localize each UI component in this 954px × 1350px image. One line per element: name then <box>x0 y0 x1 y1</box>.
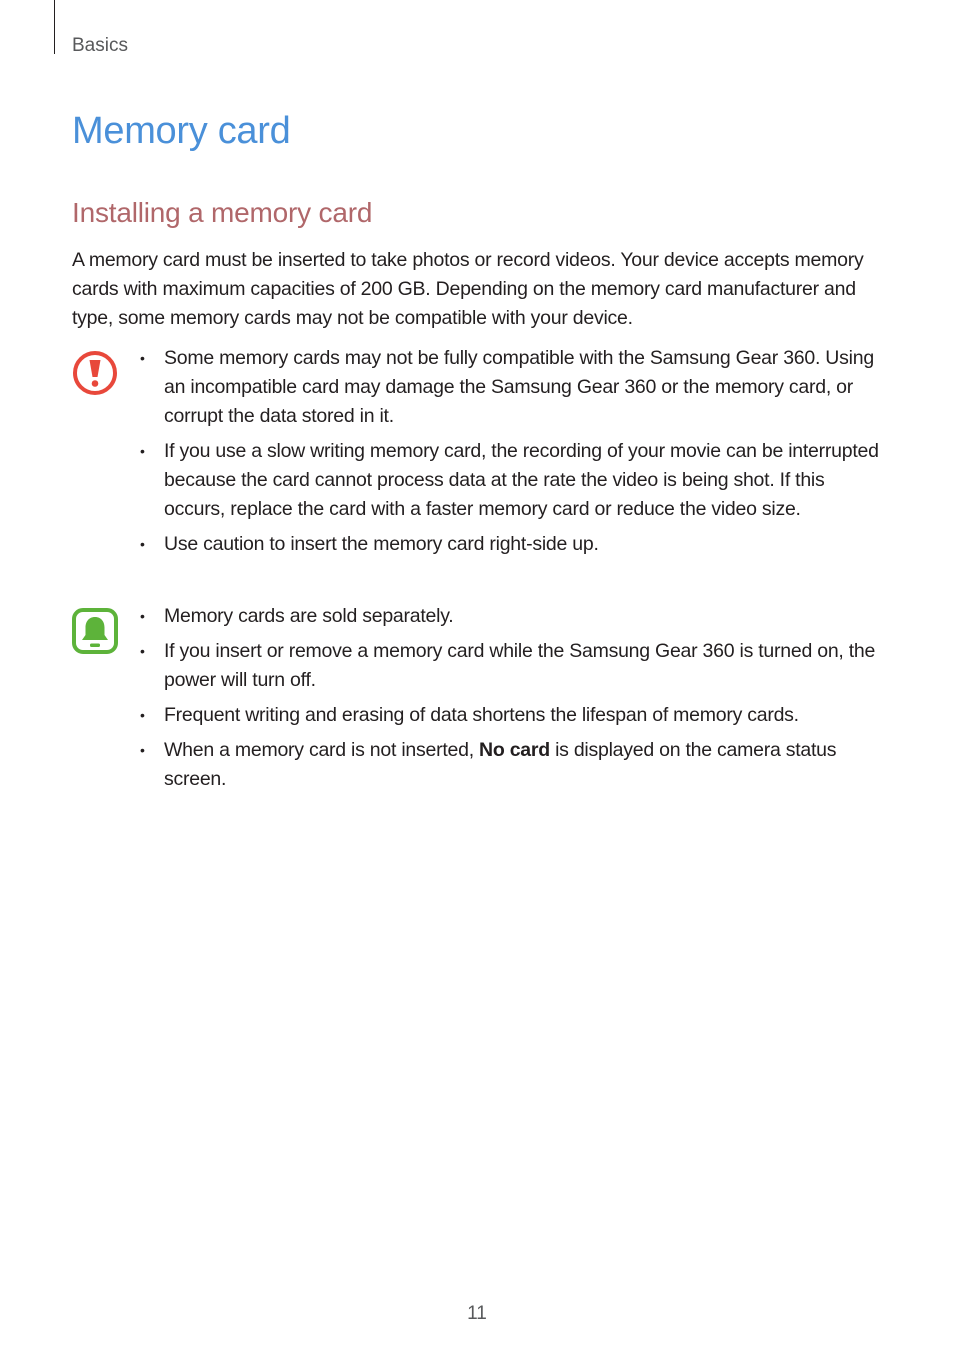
note-item-text-after: is displayed on the camera status screen. <box>164 739 837 790</box>
section-subheading: Installing a memory card <box>72 197 373 228</box>
note-list <box>72 602 882 794</box>
note-item: • If you insert or remove a memory card while the Samsung Gear 360 is turned on, the power will turn off. <box>164 637 882 695</box>
caution-list <box>72 344 882 559</box>
note-item <box>164 736 882 794</box>
caution-exclamation-icon <box>72 350 118 396</box>
page-title: Memory card <box>72 110 291 152</box>
caution-notice <box>72 344 882 565</box>
note-item: • Memory cards are sold separately. <box>164 602 882 631</box>
no-card-label: No card <box>479 739 550 761</box>
caution-item: • Use caution to insert the memory card right-side up. <box>164 530 882 559</box>
page-number: 11 <box>467 1303 487 1324</box>
note-notice <box>72 602 882 800</box>
section-label: Basics <box>72 35 128 56</box>
header-rule <box>54 0 55 54</box>
note-item: • Frequent writing and erasing of data shortens the lifespan of memory cards. <box>164 701 882 730</box>
note-bell-icon <box>72 608 118 654</box>
intro-paragraph: A memory card must be inserted to take photos or record videos. Your device accepts memory cards with maximum capacities of 200 GB. Depending on the memory card manufacturer and type, some memory cards may not be compatible with your device. <box>72 249 864 329</box>
caution-item: • Some memory cards may not be fully compatible with the Samsung Gear 360. Using an incompatible card may damage the Samsung Gear 360 or the memory card, or corrupt the data stored in it. <box>164 344 882 431</box>
note-item-text-before: When a memory card is not inserted, <box>164 739 480 761</box>
caution-item: • If you use a slow writing memory card, the recording of your movie can be interrupted because the card cannot process data at the rate the video is being shot. If this occurs, replace the card with a faster memory card or reduce the video size. <box>164 437 882 524</box>
